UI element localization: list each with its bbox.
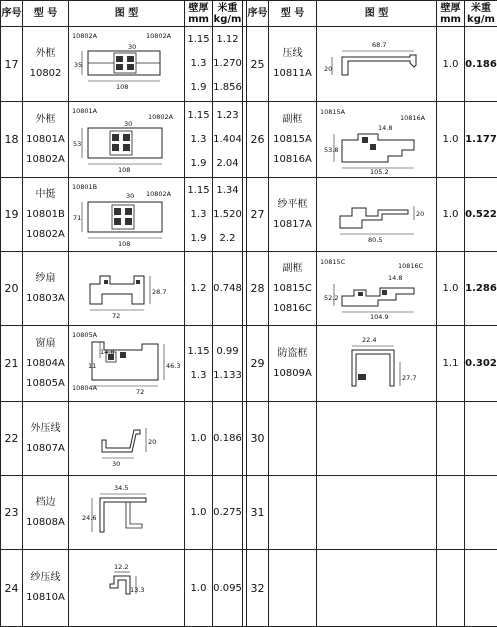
profile-drawing [69, 27, 185, 102]
weight-value: 1.520 [213, 203, 242, 227]
dimension-label: 46.3 [166, 362, 180, 370]
item-code: 10817A [269, 215, 316, 235]
item-name: 副框 [269, 259, 316, 279]
profile-drawing [69, 402, 185, 476]
unit-weight: 1.177 [465, 102, 497, 178]
item-no: 22 [1, 402, 23, 476]
item-code: 10810A [23, 588, 68, 608]
thickness-value: 1.3 [185, 203, 212, 227]
item-code: 10804A [23, 354, 68, 374]
item-model [269, 252, 317, 326]
drawing-label: 10802A [146, 32, 172, 40]
dimension-label: 27.7 [402, 374, 416, 382]
header-thickness-unit: mm [188, 14, 209, 25]
dimension-label: 22.4 [362, 336, 376, 344]
profile-drawing-svg [70, 180, 184, 250]
dimension-label: 28.7 [152, 288, 166, 296]
unit-weight: 0.302 [465, 326, 497, 402]
item-no: 20 [1, 252, 23, 326]
unit-weight: 0.522 [465, 178, 497, 252]
header-row [1, 1, 497, 27]
unit-weight: 0.186 [465, 27, 497, 102]
table-row [1, 476, 497, 550]
item-model [23, 252, 69, 326]
wall-thickness [185, 102, 213, 178]
item-code: 10801B [23, 205, 68, 225]
wall-thickness: 1.0 [437, 252, 465, 326]
item-name: 中挺 [23, 185, 68, 205]
header-weight [213, 1, 243, 27]
empty-cell [269, 550, 317, 627]
item-no: 17 [1, 27, 23, 102]
item-model [269, 178, 317, 252]
wall-thickness [185, 326, 213, 402]
profile-drawing [317, 102, 437, 178]
unit-weight [213, 102, 243, 178]
wall-thickness: 1.0 [185, 402, 213, 476]
dimension-label: 108 [116, 83, 128, 91]
item-no: 32 [247, 550, 269, 627]
empty-cell [269, 402, 317, 476]
header-thickness-label: 壁厚 [189, 3, 209, 14]
header-weight-right [465, 1, 497, 27]
empty-cell [465, 550, 497, 627]
empty-cell [317, 402, 437, 476]
empty-cell [437, 476, 465, 550]
item-name: 纱扇 [23, 269, 68, 289]
header-thickness-label: 壁厚 [441, 3, 461, 14]
dimension-label: 80.5 [368, 236, 382, 244]
unit-weight: 0.186 [213, 402, 243, 476]
unit-weight: 0.748 [213, 252, 243, 326]
item-model [269, 326, 317, 402]
thickness-value: 1.15 [185, 340, 212, 364]
unit-weight: 1.286 [465, 252, 497, 326]
item-no: 25 [247, 27, 269, 102]
thickness-value: 1.9 [185, 76, 212, 100]
weight-value: 1.856 [213, 76, 242, 100]
profile-drawing-svg [70, 404, 184, 474]
dimension-label: 108 [118, 166, 130, 174]
profile-drawing-svg [70, 104, 184, 176]
dimension-label: 20 [324, 65, 332, 73]
profile-drawing-svg [70, 328, 184, 400]
dimension-label: 108 [118, 240, 130, 248]
item-code: 10802 [23, 64, 68, 84]
empty-cell [437, 402, 465, 476]
item-code: 10815C [269, 279, 316, 299]
dimension-label: 53.8 [324, 146, 338, 154]
header-weight-label: 米重 [471, 3, 491, 14]
dimension-label: 14.8 [388, 274, 402, 282]
item-model [269, 27, 317, 102]
header-thickness-unit: mm [440, 14, 461, 25]
drawing-label: 10804A [72, 384, 98, 392]
item-code: 10816A [269, 150, 316, 170]
dimension-label: 53 [73, 140, 81, 148]
item-model [23, 550, 69, 627]
item-model [269, 102, 317, 178]
weight-value: 1.23 [213, 104, 242, 128]
header-weight-unit: kg/m [467, 14, 495, 25]
item-name: 窗扇 [23, 334, 68, 354]
profile-drawing [69, 178, 185, 252]
dimension-label: 13.3 [130, 586, 144, 594]
header-model-right: 型 号 [269, 1, 317, 27]
header-no-right: 序号 [247, 1, 269, 27]
dimension-label: 30 [128, 43, 136, 51]
item-name: 压线 [269, 44, 316, 64]
item-code: 10811A [269, 64, 316, 84]
header-no: 序号 [1, 1, 23, 27]
table-row [1, 178, 497, 252]
drawing-label: 10802A [72, 32, 98, 40]
weight-value: 1.34 [213, 179, 242, 203]
header-model: 型 号 [23, 1, 69, 27]
dimension-label: 105.2 [370, 168, 389, 176]
item-model [23, 326, 69, 402]
item-code: 10801A [23, 130, 68, 150]
table-row [1, 402, 497, 476]
wall-thickness [185, 178, 213, 252]
item-no: 27 [247, 178, 269, 252]
dimension-label: 12.2 [114, 563, 128, 571]
table-row [1, 252, 497, 326]
dimension-label: 72 [136, 388, 144, 396]
item-model [23, 27, 69, 102]
profile-drawing-svg [70, 29, 184, 99]
unit-weight [213, 326, 243, 402]
wall-thickness: 1.0 [437, 102, 465, 178]
wall-thickness: 1.0 [437, 178, 465, 252]
thickness-value: 1.15 [185, 28, 212, 52]
empty-cell [465, 476, 497, 550]
empty-cell [465, 402, 497, 476]
header-figure-right: 图 型 [317, 1, 437, 27]
item-code: 10808A [23, 513, 68, 533]
dimension-label: 11 [88, 362, 96, 370]
item-model [23, 476, 69, 550]
drawing-label: 10802A [148, 113, 174, 121]
item-code: 10802A [23, 150, 68, 170]
dimension-label: 30 [126, 192, 134, 200]
profile-drawing-svg [70, 478, 184, 548]
weight-value: 1.270 [213, 52, 242, 76]
weight-value: 1.133 [213, 364, 242, 388]
item-no: 21 [1, 326, 23, 402]
thickness-value: 1.9 [185, 152, 212, 176]
wall-thickness: 1.1 [437, 326, 465, 402]
thickness-value: 1.9 [185, 227, 212, 251]
item-code: 10803A [23, 289, 68, 309]
empty-cell [317, 476, 437, 550]
profile-drawing-svg [318, 29, 436, 99]
profile-drawing [317, 178, 437, 252]
item-no: 19 [1, 178, 23, 252]
item-model [23, 178, 69, 252]
item-model [23, 102, 69, 178]
dimension-label: 104.9 [370, 313, 389, 321]
profile-drawing [69, 252, 185, 326]
weight-value: 0.99 [213, 340, 242, 364]
unit-weight [213, 178, 243, 252]
item-no: 18 [1, 102, 23, 178]
table-row [1, 102, 497, 178]
drawing-label: 10801B [72, 183, 97, 191]
drawing-label: 10815C [320, 258, 346, 266]
profile-drawing [69, 550, 185, 627]
unit-weight: 0.275 [213, 476, 243, 550]
thickness-value: 1.15 [185, 104, 212, 128]
item-code: 10802A [23, 225, 68, 245]
thickness-value: 1.15 [185, 179, 212, 203]
dimension-label: 71 [73, 214, 81, 222]
drawing-label: 10805A [72, 331, 98, 339]
weight-value: 2.2 [213, 227, 242, 251]
dimension-label: 30 [124, 120, 132, 128]
header-figure: 图 型 [69, 1, 185, 27]
drawing-label: 10816A [400, 114, 426, 122]
dimension-label: 34.5 [114, 484, 128, 492]
dimension-label: 20 [416, 210, 424, 218]
item-no: 30 [247, 402, 269, 476]
item-code: 10809A [269, 364, 316, 384]
empty-cell [317, 550, 437, 627]
item-no: 24 [1, 550, 23, 627]
profile-drawing-svg [318, 104, 436, 176]
wall-thickness: 1.0 [437, 27, 465, 102]
item-code: 10816C [269, 299, 316, 319]
dimension-label: 52.2 [324, 294, 338, 302]
table-row [1, 326, 497, 402]
weight-value: 1.12 [213, 28, 242, 52]
profile-drawing [69, 476, 185, 550]
table-row [1, 550, 497, 627]
header-weight-unit: kg/m [214, 14, 242, 25]
profile-drawing-svg [318, 254, 436, 324]
header-thickness [185, 1, 213, 27]
header-weight-label: 米重 [218, 3, 238, 14]
wall-thickness: 1.2 [185, 252, 213, 326]
dimension-label: 20 [148, 438, 156, 446]
profile-drawing-svg [70, 254, 184, 324]
item-name: 防盗框 [269, 344, 316, 364]
item-no: 29 [247, 326, 269, 402]
dimension-label: 24.6 [82, 514, 96, 522]
header-thickness-right [437, 1, 465, 27]
item-name: 外压线 [23, 419, 68, 439]
wall-thickness [185, 27, 213, 102]
profile-drawing-svg [70, 552, 184, 624]
drawing-label: 10802A [146, 190, 172, 198]
profile-drawing-svg [318, 180, 436, 250]
item-name: 副框 [269, 110, 316, 130]
drawing-label: 10815A [320, 108, 346, 116]
thickness-value: 1.3 [185, 52, 212, 76]
weight-value: 2.04 [213, 152, 242, 176]
thickness-value: 1.3 [185, 128, 212, 152]
item-name: 纱平框 [269, 195, 316, 215]
profile-drawing [69, 102, 185, 178]
weight-value: 1.404 [213, 128, 242, 152]
thickness-value: 1.3 [185, 364, 212, 388]
item-code: 10815A [269, 130, 316, 150]
item-no: 26 [247, 102, 269, 178]
item-code: 10807A [23, 439, 68, 459]
dimension-label: 68.7 [372, 41, 386, 49]
item-name: 纱压线 [23, 568, 68, 588]
dimension-label: 14.8 [100, 348, 114, 356]
table-row [1, 27, 497, 102]
dimension-label: 14.8 [378, 124, 392, 132]
empty-cell [437, 550, 465, 627]
drawing-label: 10816C [398, 262, 424, 270]
wall-thickness: 1.0 [185, 476, 213, 550]
drawing-label: 10801A [72, 107, 98, 115]
item-no: 28 [247, 252, 269, 326]
profile-drawing [317, 326, 437, 402]
profile-drawing [317, 252, 437, 326]
wall-thickness: 1.0 [185, 550, 213, 627]
dimension-label: 72 [112, 312, 120, 320]
item-name: 外框 [23, 110, 68, 130]
profile-drawing [317, 27, 437, 102]
item-name: 档边 [23, 493, 68, 513]
empty-cell [269, 476, 317, 550]
item-no: 23 [1, 476, 23, 550]
item-code: 10805A [23, 374, 68, 394]
item-no: 31 [247, 476, 269, 550]
unit-weight [213, 27, 243, 102]
dimension-label: 35 [74, 61, 82, 69]
profile-drawing-svg [318, 328, 436, 400]
item-model [23, 402, 69, 476]
profile-drawing [69, 326, 185, 402]
unit-weight: 0.095 [213, 550, 243, 627]
item-name: 外框 [23, 44, 68, 64]
dimension-label: 30 [112, 460, 120, 468]
